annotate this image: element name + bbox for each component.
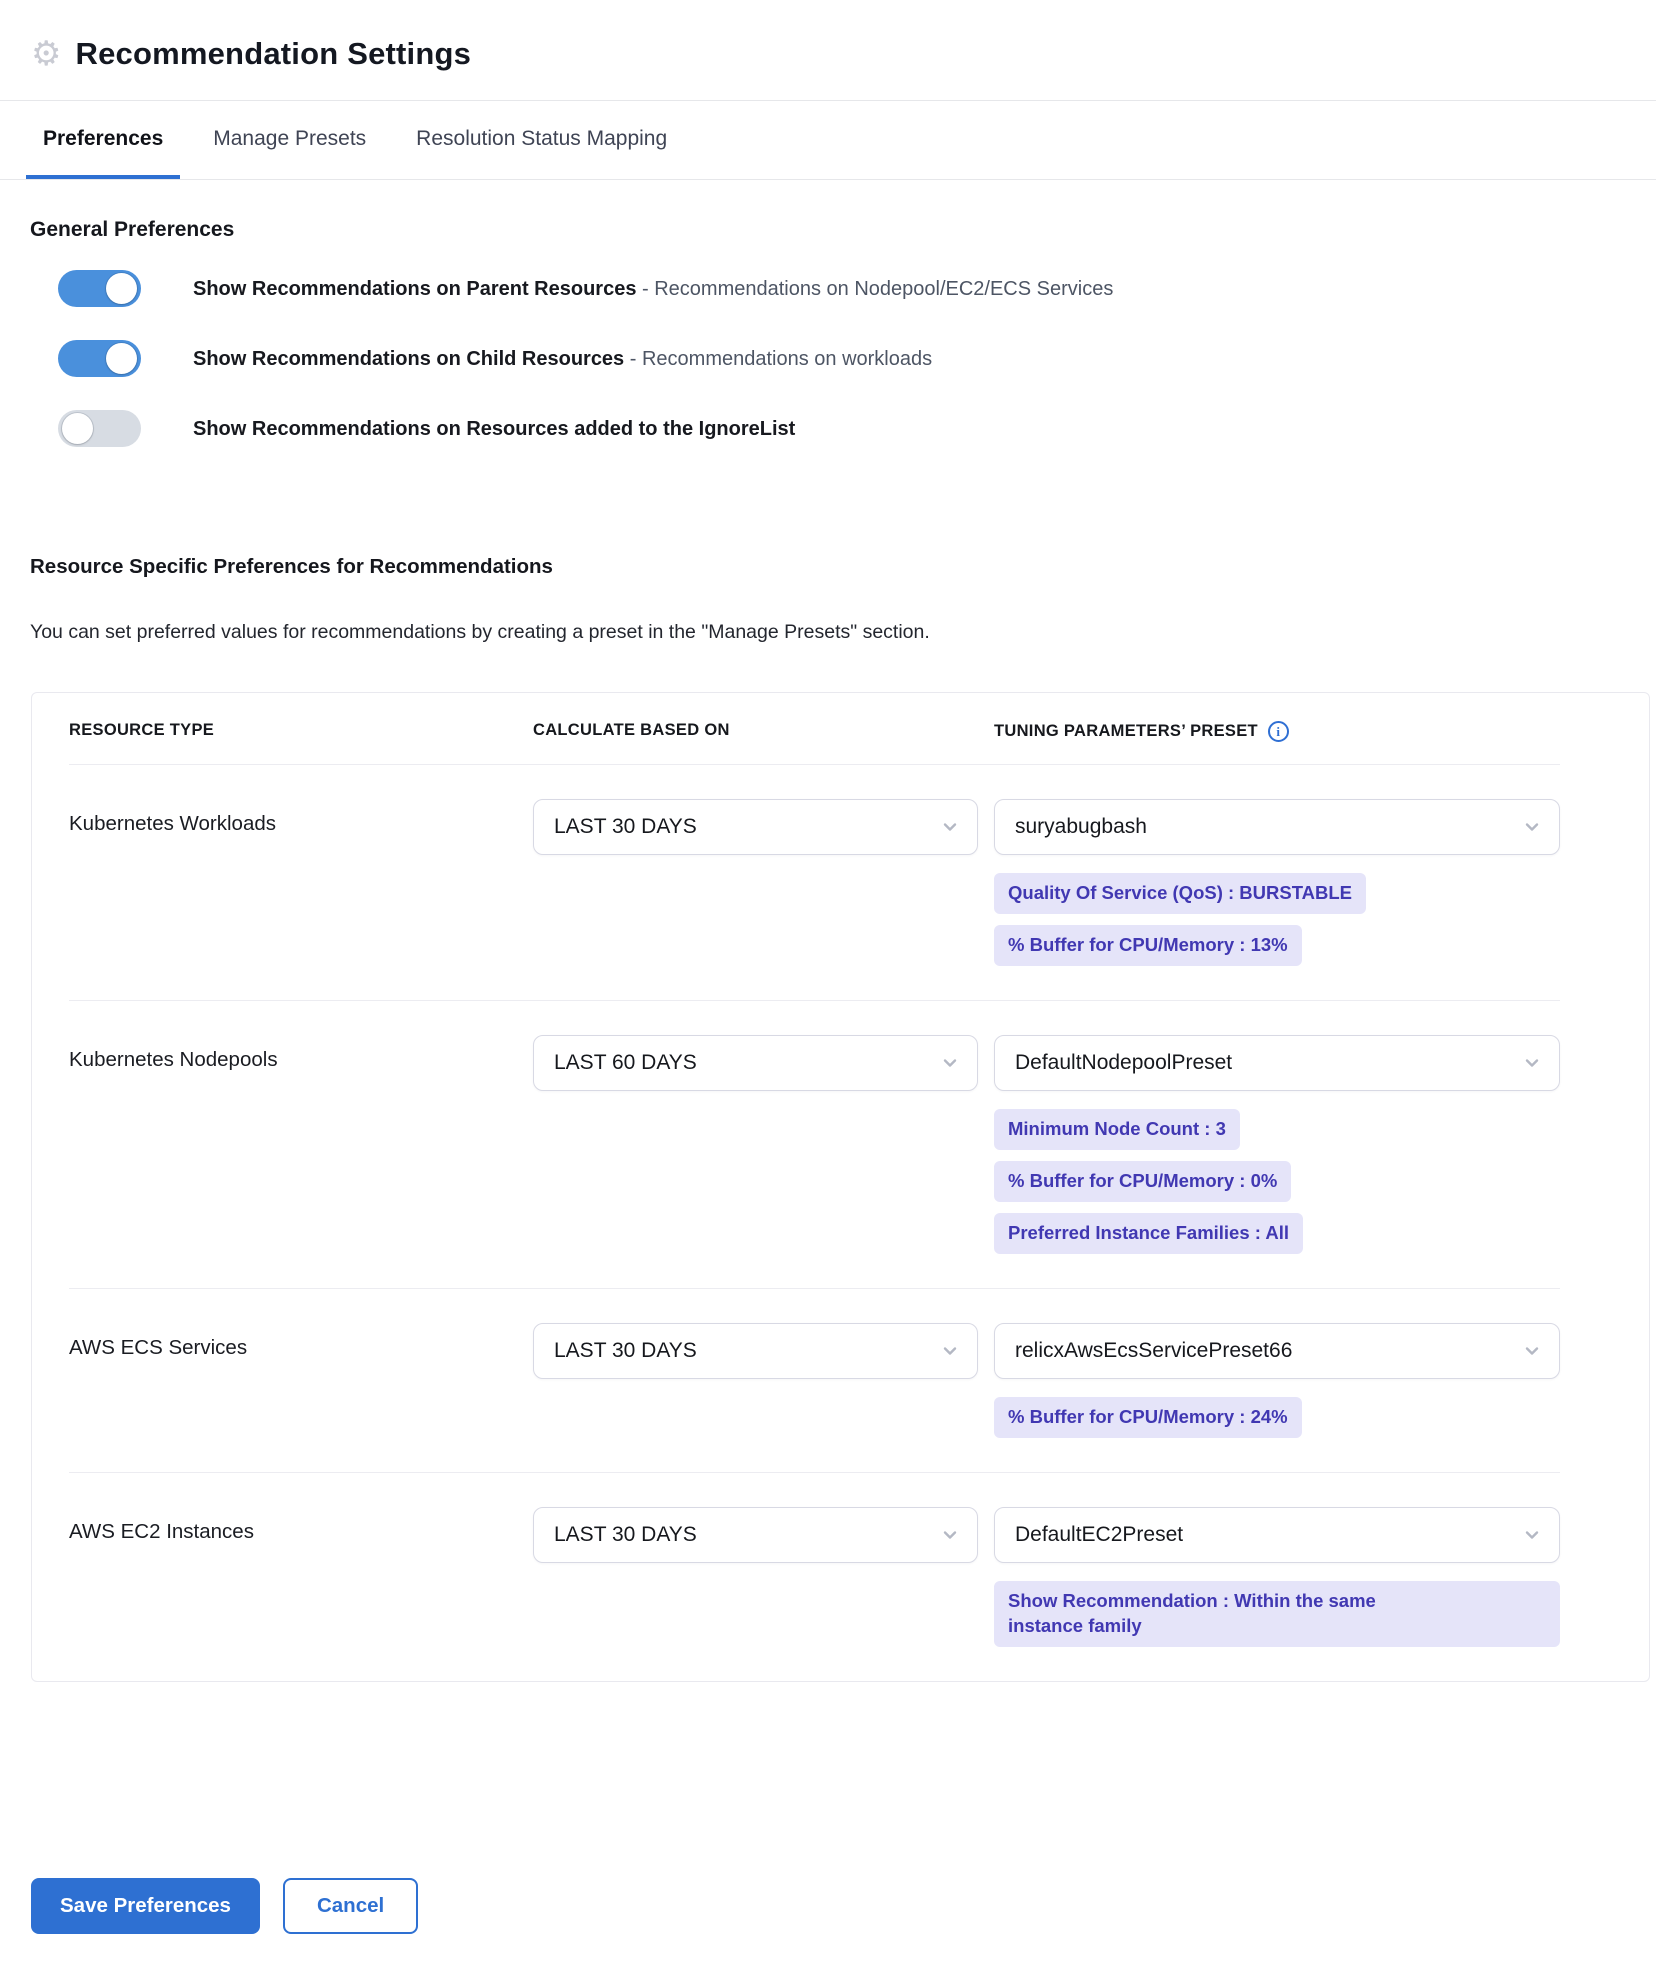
parent-resources-toggle[interactable]: [58, 270, 141, 307]
table-row-aws-ec2-instances: [69, 1472, 1560, 1681]
child-resources-toggle[interactable]: [58, 340, 141, 377]
toggle-label-child-resources: Show Recommendations on Child Resources: [193, 347, 625, 370]
tab-preferences[interactable]: Preferences: [26, 101, 180, 179]
preset-tag: Quality Of Service (QoS) : BURSTABLE: [994, 873, 1366, 914]
preset-tags: [994, 873, 1560, 966]
toggle-label-ignorelist: Show Recommendations on Resources added to the IgnoreList: [193, 417, 796, 440]
column-header-calculate-based-on: CALCULATE BASED ON: [533, 721, 730, 739]
resource-type-label: Kubernetes Workloads: [69, 812, 277, 835]
resource-type-label: Kubernetes Nodepools: [69, 1047, 278, 1071]
page-title: Recommendation Settings: [75, 36, 472, 71]
ignorelist-toggle[interactable]: [58, 410, 141, 447]
chevron-down-icon: [1523, 1526, 1541, 1544]
column-header-resource-type: RESOURCE TYPE: [69, 721, 215, 739]
toggle-description-parent-resources: - Recommendations on Nodepool/EC2/ECS Services: [642, 277, 1114, 300]
preset-tag: Minimum Node Count : 3: [994, 1109, 1240, 1150]
chevron-down-icon: [1523, 1342, 1541, 1360]
page-header: [0, 0, 1656, 100]
toggle-knob: [106, 273, 137, 304]
toggle-description-child-resources: - Recommendations on workloads: [629, 347, 933, 370]
info-icon[interactable]: i: [1268, 721, 1289, 742]
column-header-tuning-preset: TUNING PARAMETERS’ PRESET i: [994, 721, 1560, 742]
chevron-down-icon: [1523, 818, 1541, 836]
table-row-kubernetes-nodepools: [69, 1000, 1560, 1288]
toggle-label-parent-resources: Show Recommendations on Parent Resources: [193, 277, 637, 300]
calculate-based-on-select[interactable]: LAST 30 DAYS: [533, 1323, 978, 1379]
tuning-preset-select[interactable]: suryabugbash: [994, 799, 1560, 855]
chevron-down-icon: [941, 1526, 959, 1544]
preset-tag: % Buffer for CPU/Memory : 13%: [994, 925, 1302, 966]
chevron-down-icon: [941, 1342, 959, 1360]
preset-tags: [994, 1109, 1560, 1254]
general-preferences-heading: General Preferences: [30, 218, 235, 241]
cancel-button[interactable]: Cancel: [283, 1878, 418, 1934]
calculate-based-on-select[interactable]: LAST 60 DAYS: [533, 1035, 978, 1091]
table-row-aws-ecs-services: [69, 1288, 1560, 1472]
tuning-preset-select[interactable]: relicxAwsEcsServicePreset66: [994, 1323, 1560, 1379]
footer-actions: [31, 1878, 418, 1934]
preset-tag: Preferred Instance Families : All: [994, 1213, 1303, 1254]
calculate-based-on-select[interactable]: LAST 30 DAYS: [533, 799, 978, 855]
toggle-row-ignorelist: [58, 410, 1626, 447]
preset-tag: % Buffer for CPU/Memory : 0%: [994, 1161, 1291, 1202]
toggle-knob: [106, 343, 137, 374]
resource-preferences-table: [31, 692, 1650, 1682]
preset-tag: % Buffer for CPU/Memory : 24%: [994, 1397, 1302, 1438]
table-header-row: [69, 693, 1560, 764]
preset-tag: Show Recommendation : Within the same instance family: [994, 1581, 1560, 1647]
preset-tags: [994, 1581, 1560, 1647]
tuning-preset-select[interactable]: DefaultNodepoolPreset: [994, 1035, 1560, 1091]
calculate-based-on-select[interactable]: LAST 30 DAYS: [533, 1507, 978, 1563]
resource-type-label: AWS EC2 Instances: [69, 1519, 254, 1543]
tab-resolution-status-mapping[interactable]: Resolution Status Mapping: [416, 127, 668, 150]
tuning-preset-select[interactable]: DefaultEC2Preset: [994, 1507, 1560, 1563]
resource-type-label: AWS ECS Services: [69, 1335, 248, 1359]
resource-preferences-description: You can set preferred values for recommendations by creating a preset in the "Manage Presets" section.: [30, 621, 930, 643]
resource-preferences-heading: Resource Specific Preferences for Recommendations: [30, 555, 553, 578]
table-row-kubernetes-workloads: [69, 764, 1560, 1000]
preset-tags: [994, 1397, 1560, 1438]
tab-bar: [0, 101, 1656, 180]
save-preferences-button[interactable]: Save Preferences: [31, 1878, 260, 1934]
chevron-down-icon: [1523, 1054, 1541, 1072]
toggle-knob: [62, 413, 93, 444]
chevron-down-icon: [941, 1054, 959, 1072]
toggle-row-parent-resources: [58, 270, 1626, 307]
gear-icon: ⚙: [31, 35, 62, 73]
toggle-row-child-resources: [58, 340, 1626, 377]
tab-manage-presets[interactable]: Manage Presets: [213, 127, 367, 150]
chevron-down-icon: [941, 818, 959, 836]
